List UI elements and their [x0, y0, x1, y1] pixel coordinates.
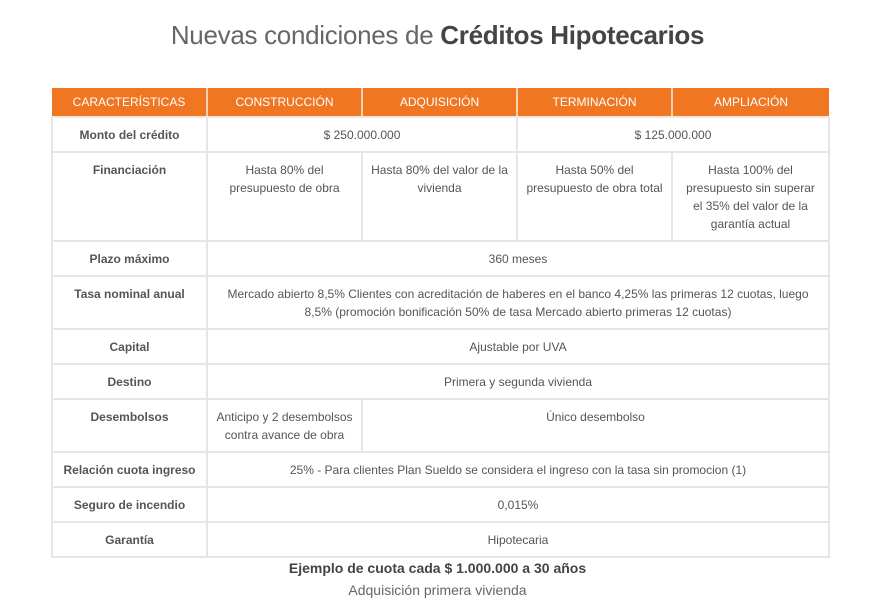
cell-value: $ 250.000.000 [207, 117, 517, 152]
row-label: Relación cuota ingreso [52, 452, 207, 487]
row-label: Garantía [52, 522, 207, 557]
cell-value: Anticipo y 2 desembolsos contra avance de obra [207, 399, 362, 452]
cell-value: $ 125.000.000 [517, 117, 829, 152]
row-label: Desembolsos [52, 399, 207, 452]
table-header-row [52, 88, 829, 117]
conditions-table [51, 88, 830, 558]
table-row [52, 152, 829, 241]
row-label: Seguro de incendio [52, 487, 207, 522]
cell-value: 25% - Para clientes Plan Sueldo se considera el ingreso con la tasa sin promocion (1) [207, 452, 829, 487]
header-ampliacion: AMPLIACIÓN [672, 88, 829, 117]
cell-value: 360 meses [207, 241, 829, 276]
table-row [52, 117, 829, 152]
cell-value: Hasta 100% del presupuesto sin superar el 35% del valor de la garantía actual [672, 152, 829, 241]
example-subheading: Adquisición primera vivienda [348, 582, 527, 598]
header-caracteristicas: CARACTERÍSTICAS [52, 88, 207, 117]
row-label: Plazo máximo [52, 241, 207, 276]
cell-value: Mercado abierto 8,5% Clientes con acreditación de haberes en el banco 4,25% las primeras 12 cuotas, luego 8,5% (promoción bonificación 50% de tasa Mercado abierto primeras 12 cuotas) [207, 276, 829, 329]
table-row [52, 329, 829, 364]
row-label: Tasa nominal anual [52, 276, 207, 329]
page-title-light: Nuevas condiciones de [170, 20, 441, 50]
table-row [52, 241, 829, 276]
cell-value: Primera y segunda vivienda [207, 364, 829, 399]
page-title-bold: Créditos Hipotecarios [440, 20, 705, 50]
table-row [52, 487, 829, 522]
cell-value: Ajustable por UVA [207, 329, 829, 364]
table-row [52, 364, 829, 399]
page-title [0, 20, 875, 51]
table-row [52, 276, 829, 329]
table-row [52, 522, 829, 557]
header-adquisicion: ADQUISICIÓN [362, 88, 517, 117]
cell-value: Único desembolso [362, 399, 829, 452]
header-construccion: CONSTRUCCIÓN [207, 88, 362, 117]
row-label: Financiación [52, 152, 207, 241]
cell-value: Hasta 50% del presupuesto de obra total [517, 152, 672, 241]
row-label: Capital [52, 329, 207, 364]
header-terminacion: TERMINACIÓN [517, 88, 672, 117]
table-row [52, 399, 829, 452]
cell-value: Hipotecaria [207, 522, 829, 557]
table-row [52, 452, 829, 487]
example-heading: Ejemplo de cuota cada $ 1.000.000 a 30 años [288, 560, 587, 576]
row-label: Destino [52, 364, 207, 399]
row-label: Monto del crédito [52, 117, 207, 152]
cell-value: 0,015% [207, 487, 829, 522]
cell-value: Hasta 80% del valor de la vivienda [362, 152, 517, 241]
cell-value: Hasta 80% del presupuesto de obra [207, 152, 362, 241]
